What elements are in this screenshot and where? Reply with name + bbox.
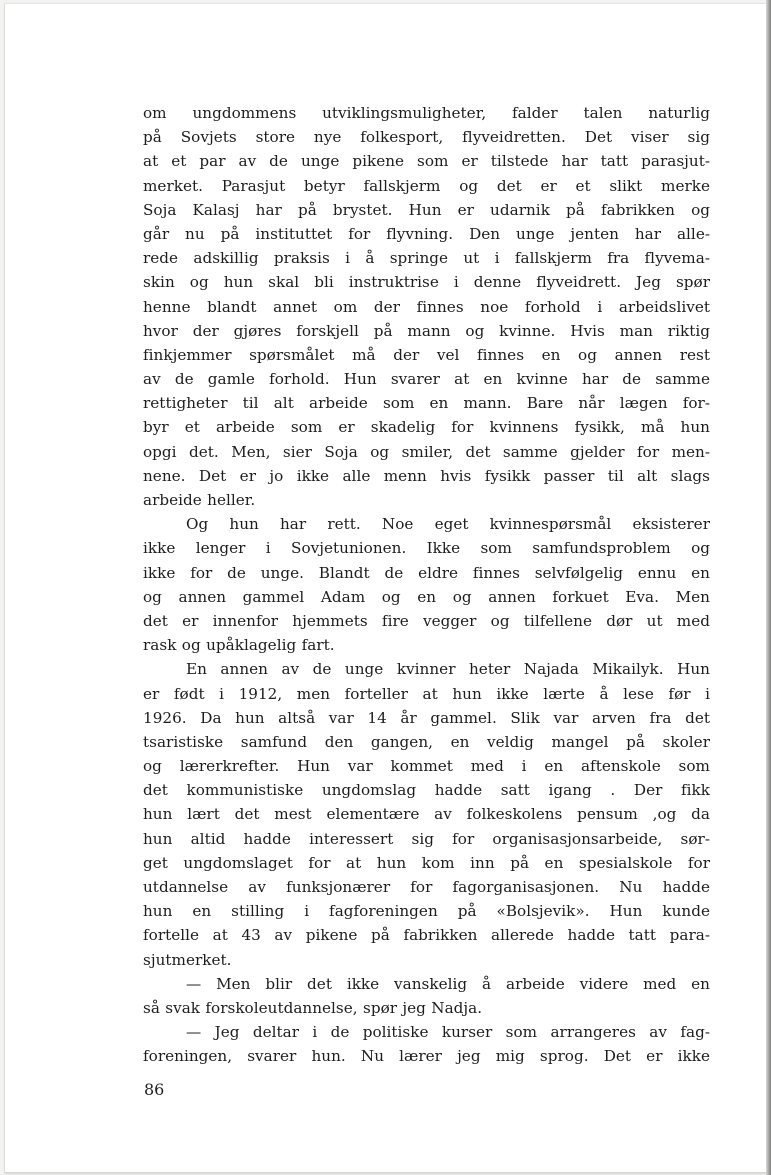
paragraph-start-line: Og hun har rett. Noe eget kvinnespørsmål eksisterer: [186, 515, 710, 534]
text-line: utdannelse av funksjonærer for fagorganisasjonen. Nu hadde: [143, 878, 710, 896]
text-line: at et par av de unge pikene som er tilstede har tatt parasjut-: [143, 152, 710, 171]
text-line: henne blandt annet om der finnes noe forhold i arbeidslivet: [143, 297, 710, 316]
paragraph-start-line: En annen av de unge kvinner heter Najada Mikailyk. Hun: [186, 660, 710, 679]
paragraph-end-line: så svak forskoleutdannelse, spør jeg Nadja.: [143, 998, 483, 1017]
text-line: byr et arbeide som er skadelig for kvinnens fysikk, må hun: [143, 418, 710, 437]
text-line: hun lært det mest elementære av folkeskolens pensum ,og da: [143, 805, 710, 824]
paragraph-end-line: arbeide heller.: [143, 491, 256, 509]
text-line: er født i 1912, men forteller at hun ikke lærte å lese før i: [143, 684, 710, 703]
text-line: Soja Kalasj har på brystet. Hun er udarnik på fabrikken og: [143, 200, 710, 219]
text-line: tsaristiske samfund den gangen, en veldig mangel på skoler: [143, 732, 710, 751]
paragraph-start-line: — Jeg deltar i de politiske kurser som arrangeres av fag-: [186, 1023, 710, 1042]
text-line: ikke lenger i Sovjetunionen. Ikke som samfundsproblem og: [143, 539, 710, 558]
paragraph-end-line: rask og upåklagelig fart.: [143, 636, 335, 655]
text-line: rede adskillig praksis i å springe ut i fallskjerm fra flyvema-: [143, 249, 710, 268]
text-line: det er innenfor hjemmets fire vegger og tilfellene dør ut med: [143, 611, 710, 630]
page-edge-shadow: [766, 0, 771, 1175]
body-text: [143, 101, 710, 1069]
text-line: det kommunistiske ungdomslag hadde satt igang . Der fikk: [143, 781, 710, 800]
text-line: opgi det. Men, sier Soja og smiler, det samme gjelder for men-: [143, 442, 710, 461]
text-line: og lærerkrefter. Hun var kommet med i en aftenskole som: [143, 757, 710, 776]
text-line: og annen gammel Adam og en og annen forkuet Eva. Men: [143, 587, 710, 606]
text-line: foreningen, svarer hun. Nu lærer jeg mig sprog. Det er ikke: [143, 1047, 710, 1066]
text-line: get ungdomslaget for at hun kom inn på en spesialskole for: [143, 853, 710, 872]
page-number: 86: [144, 1080, 165, 1099]
text-line: hvor der gjøres forskjell på mann og kvinne. Hvis man riktig: [143, 321, 710, 340]
text-line: på Sovjets store nye folkesport, flyveidretten. Det viser sig: [143, 128, 710, 147]
text-line: 1926. Da hun altså var 14 år gammel. Slik var arven fra det: [143, 708, 710, 727]
text-line: går nu på instituttet for flyvning. Den unge jenten har alle-: [143, 224, 710, 243]
text-line: fortelle at 43 av pikene på fabrikken allerede hadde tatt para-: [143, 926, 710, 945]
text-line: ikke for de unge. Blandt de eldre finnes selvfølgelig ennu en: [143, 563, 710, 582]
text-line: rettigheter til alt arbeide som en mann. Bare når lægen for-: [143, 394, 710, 413]
text-line: hun en stilling i fagforeningen på «Bolsjevik». Hun kunde: [143, 902, 710, 921]
text-line: finkjemmer spørsmålet må der vel finnes en og annen rest: [143, 345, 710, 364]
text-line: om ungdommens utviklingsmuligheter, falder talen naturlig: [143, 104, 710, 122]
text-line: skin og hun skal bli instruktrise i denne flyveidrett. Jeg spør: [143, 273, 710, 292]
text-line: av de gamle forhold. Hun svarer at en kvinne har de samme: [143, 370, 710, 389]
text-line: merket. Parasjut betyr fallskjerm og det er et slikt merke: [143, 176, 710, 195]
text-line: hun altid hadde interessert sig for organisasjonsarbeide, sør-: [143, 829, 710, 848]
text-line: nene. Det er jo ikke alle menn hvis fysikk passer til alt slags: [143, 466, 710, 485]
paragraph-end-line: sjutmerket.: [143, 950, 232, 969]
paragraph-start-line: — Men blir det ikke vanskelig å arbeide videre med en: [186, 974, 710, 993]
